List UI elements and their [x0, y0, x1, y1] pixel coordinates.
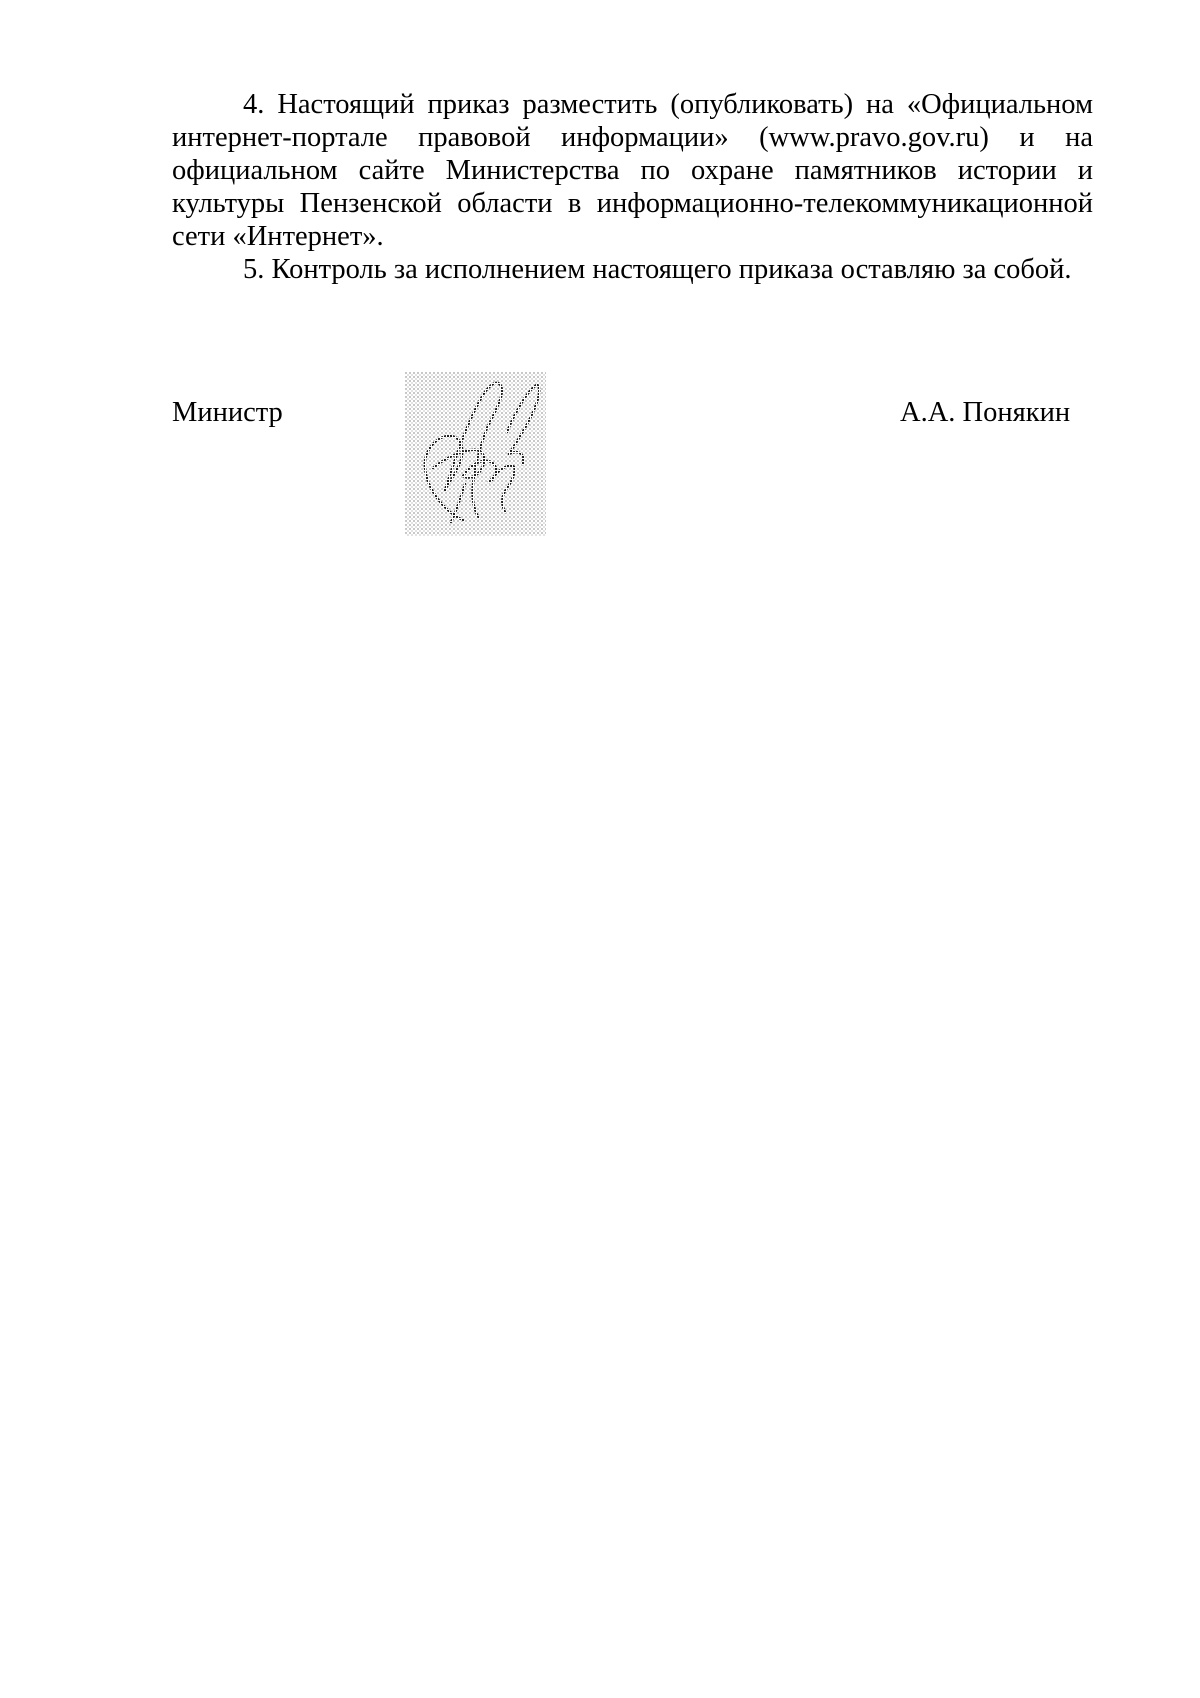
handwritten-signature-icon — [405, 372, 546, 536]
paragraph-4 — [172, 88, 1093, 253]
signer-name: А.А. Понякин — [900, 397, 1071, 428]
paragraph-5 — [172, 253, 1093, 286]
signature-block — [172, 396, 1093, 436]
paragraph-4-text: Настоящий приказ разместить (опубликовать) на «Официальном интернет-портале правовой информации» (www.pravo.gov.ru) и на официальном сайте Министерства по охране памятников истории и культуры Пензенской области в информационно-телекоммуникационной сети «Интернет». — [172, 89, 1093, 252]
paragraph-4-number: 4. — [243, 89, 265, 120]
signer-position: Министр — [172, 397, 283, 428]
paragraph-5-number: 5. — [243, 254, 265, 285]
paragraph-5-text: Контроль за исполнением настоящего приказа оставляю за собой. — [271, 254, 1072, 285]
document-body — [172, 88, 1093, 286]
